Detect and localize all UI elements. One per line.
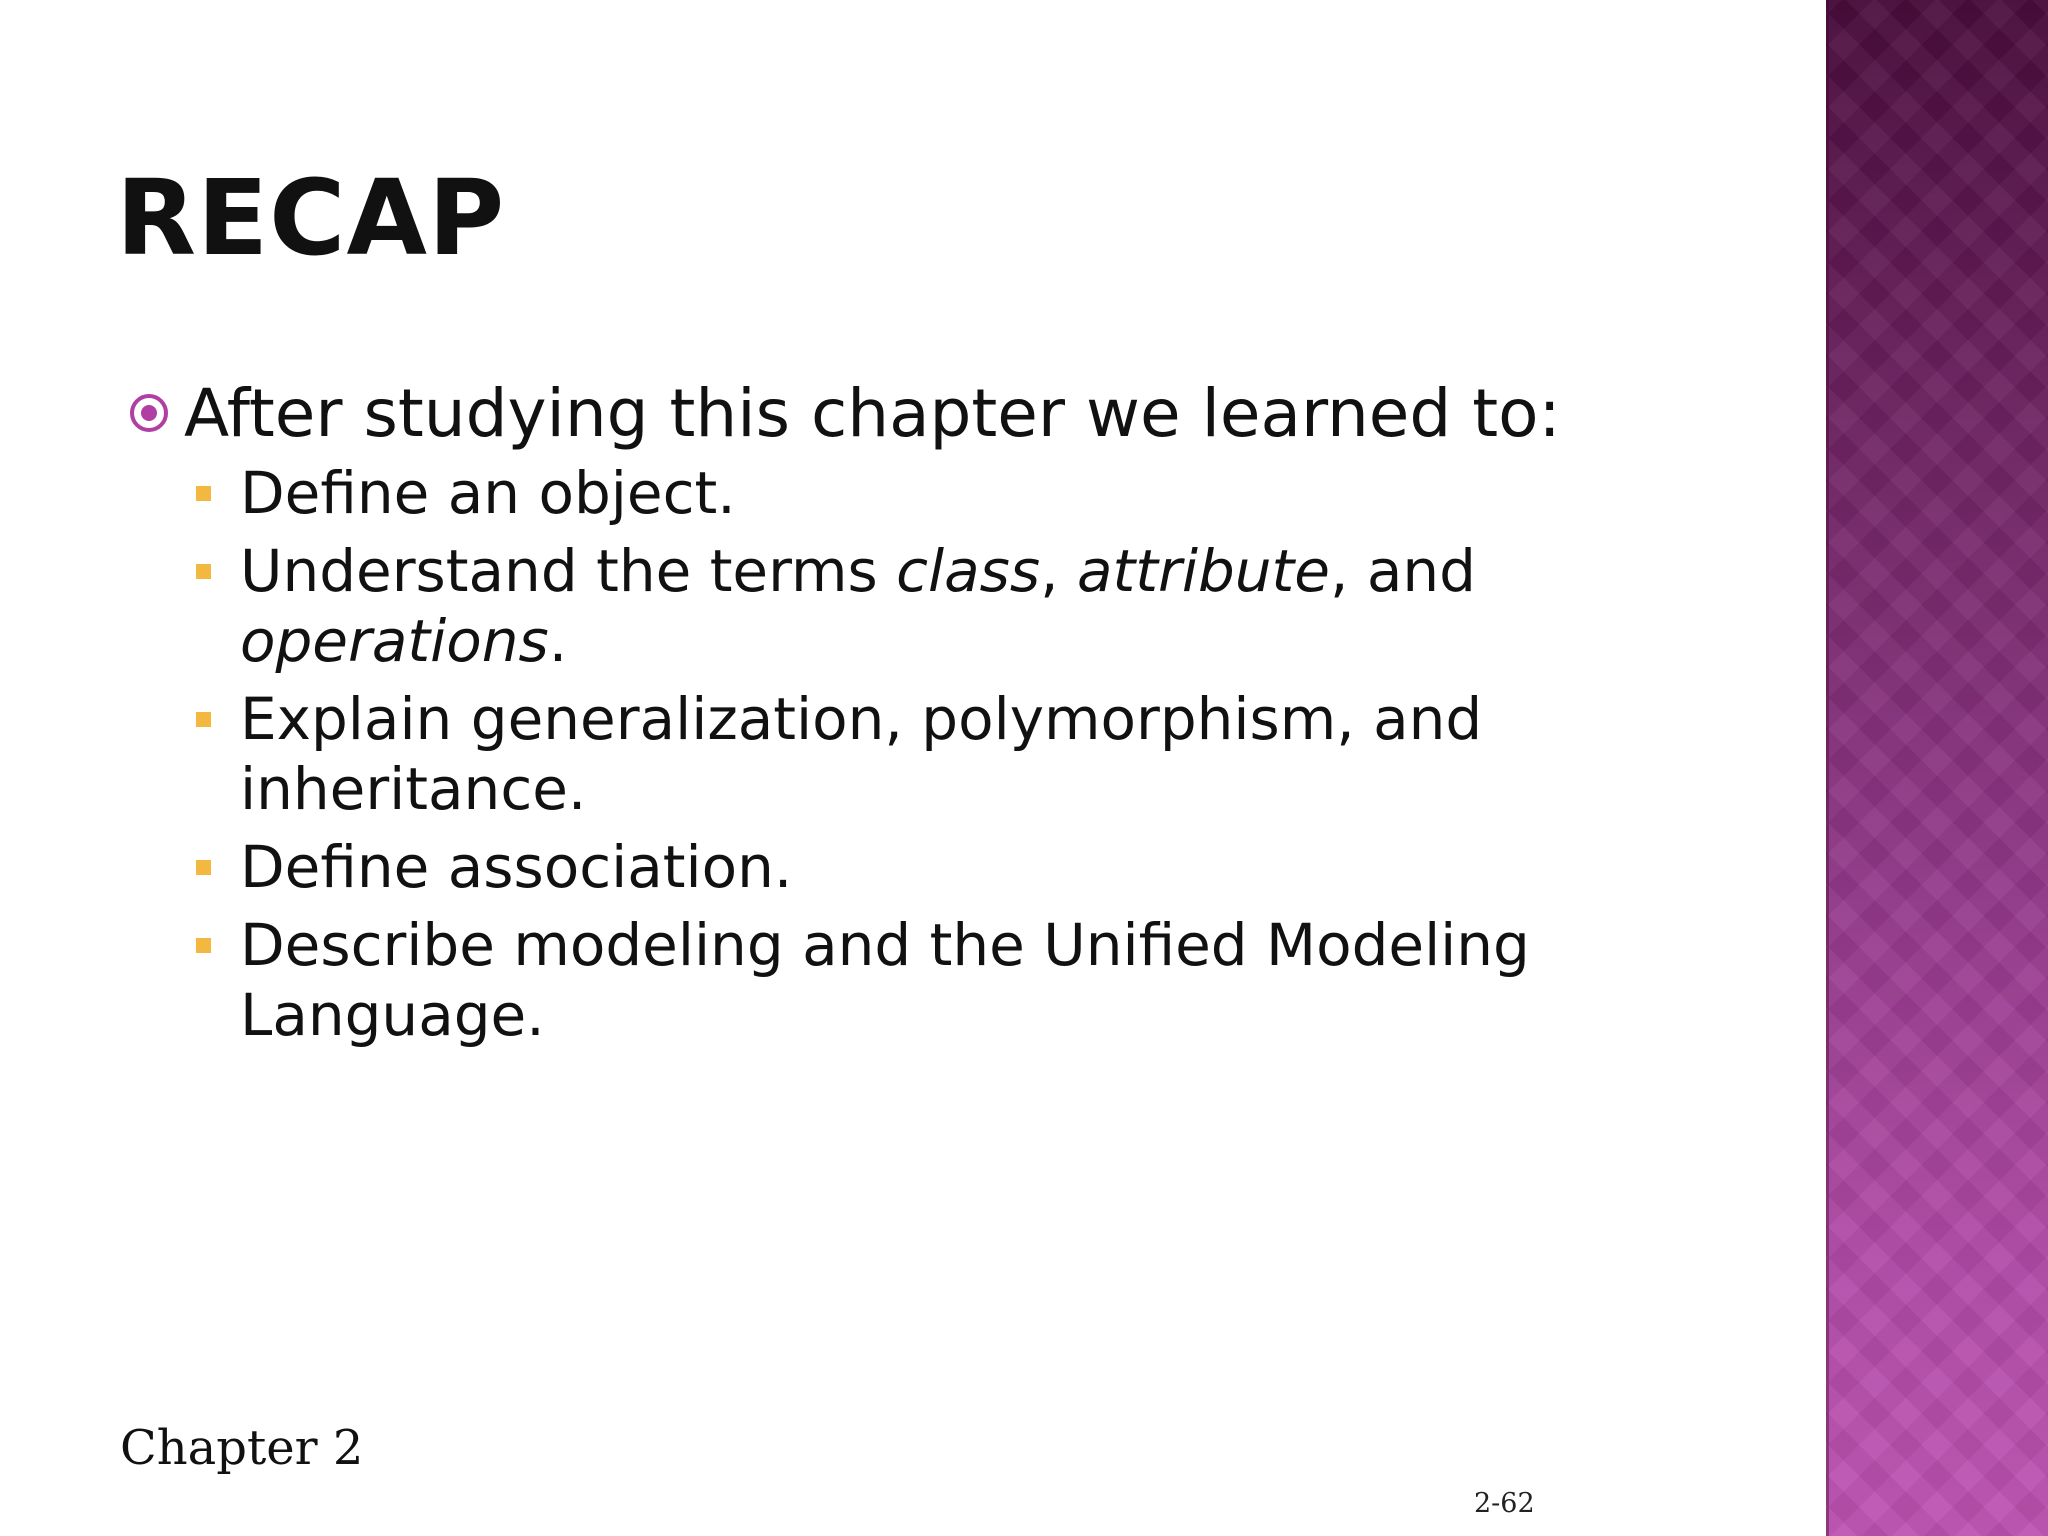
square-bullet-icon [196, 712, 211, 727]
outcome-text-part: Define an object. [240, 459, 736, 527]
outcome-text-part: Understand the terms [240, 537, 897, 605]
circle-dot-bullet-icon [130, 394, 168, 432]
square-bullet-icon [196, 486, 211, 501]
outcome-text-part: , [1040, 537, 1077, 605]
slide-title: RECAP [116, 157, 506, 279]
outcome-term: class [896, 537, 1041, 605]
square-bullet-icon [196, 938, 211, 953]
outcome-item [0, 684, 1800, 824]
learning-outcomes-list [0, 458, 1800, 1050]
square-bullet-icon [196, 564, 211, 579]
page-number: 2-62 [1474, 1488, 1535, 1519]
outcome-item [0, 536, 1800, 676]
decorative-side-band [1826, 0, 2048, 1536]
intro-text: After studying this chapter we learned to: [184, 375, 1561, 452]
intro-bullet [0, 370, 1800, 458]
chapter-label: Chapter 2 [120, 1420, 364, 1476]
outcome-item [0, 832, 1800, 902]
outcome-text-part: Language. [240, 981, 545, 1049]
outcome-term: operations [240, 607, 549, 675]
outcome-text [240, 685, 1482, 823]
outcome-text-part: , and [1329, 537, 1476, 605]
outcome-text [240, 833, 792, 901]
outcome-text [240, 459, 736, 527]
outcome-text-part: Describe modeling and the Unified Modeling [240, 911, 1530, 979]
outcome-text-part: . [548, 607, 568, 675]
outcome-text-part: Explain generalization, polymorphism, and [240, 685, 1483, 753]
outcome-item [0, 458, 1800, 528]
outcome-item [0, 910, 1800, 1050]
outcome-text [240, 537, 1476, 675]
square-bullet-icon [196, 860, 211, 875]
outcome-text [240, 911, 1530, 1049]
outcome-text-part: Define association. [240, 833, 793, 901]
outcome-term: attribute [1076, 537, 1330, 605]
slide-content [0, 370, 1800, 1058]
outcome-text-part: inheritance. [240, 755, 587, 823]
